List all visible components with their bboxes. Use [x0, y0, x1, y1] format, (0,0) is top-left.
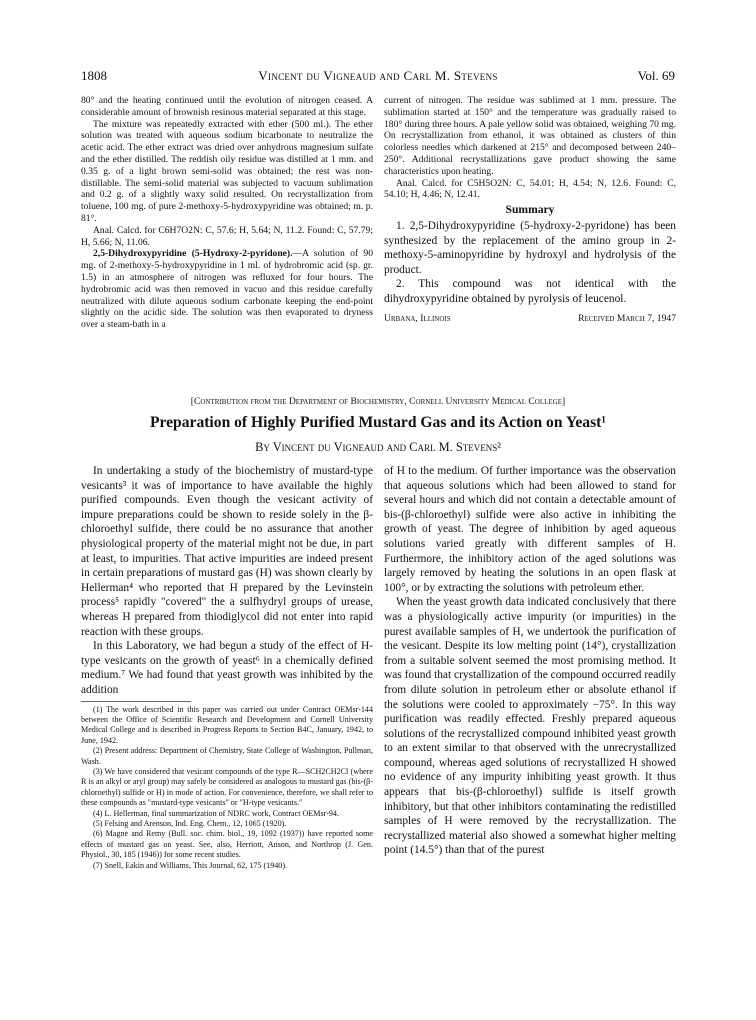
top-right-column [384, 95, 676, 324]
top-left-column [81, 95, 373, 331]
footnote: (2) Present address: Department of Chemistry, State College of Washington, Pullman, Wash. [81, 746, 373, 766]
footnote: (4) L. Hellerman, final summarization of NDRC work, Contract OEMsr-94. [93, 808, 339, 818]
footnote: (7) Snell, Eakin and Williams, This Journal, 62, 175 (1940). [93, 860, 288, 870]
paragraph: current of nitrogen. The residue was sublimed at 1 mm. pressure. The sublimation started at 150° and the temperature was gradually raised to 180° during three hours. A pale yellow solid was obtained, weighing 70 mg. On recrystallization from ethanol, it was obtained as clusters of thin colorless needles which darkened at 215° and decomposed between 240–250°. Additional recrystallizations gave product showing the same characteristics upon heating. [384, 95, 676, 177]
paragraph: In undertaking a study of the biochemistry of mustard-type vesicants³ it was of importance to have available the highly purified compounds. Even though the vesicant activity of impure preparations could be shown to reside solely in the β-chloroethyl sulfide, there could be no assurance that another physiological property of the material might not be due, in part at least, to impurities. That active impurities are indeed present in certain preparations of mustard gas (H) was shown clearly by Hellerman⁴ who reported that H prepared by the Levinstein process⁵ rapidly "covered" the a sulfhydryl groups of urease, whereas H prepared from thiodiglycol did not enter into rapid reaction with these groups. [81, 465, 373, 638]
received-date: Received March 7, 1947 [578, 312, 676, 324]
paragraph: 80° and the heating continued until the evolution of nitrogen ceased. A considerable amount of brownish resinous material separated at this stage. [81, 95, 373, 118]
volume-label: Vol. 69 [637, 68, 675, 83]
footnote: (6) Magne and Remy (Bull. soc. chim. biol., 19, 1092 (1937)) have reported some effects of mustard gas on yeast. See, also, Herriott, Anson, and Northrop (J. Gen. Physiol., 30, 185 (1946)) for some recent studies. [81, 829, 373, 860]
summary-item: 1. 2,5-Dihydroxypyridine (5-hydroxy-2-pyridone) has been synthesized by the replacement of the amino group in 2-methoxy-5-aminopyridine by hydroxyl and hydrolysis of the product. [384, 219, 676, 276]
contribution-line: [Contribution from the Department of Biochemistry, Cornell University Medical College] [190, 396, 566, 407]
footnote: (1) The work described in this paper was carried out under Contract OEMsr-144 between the Office of Scientific Research and Development and Cornell University Medical College and is described in Progress Reports to Section B4C, January, 1942, to June, 1942. [81, 704, 373, 745]
paragraph [81, 248, 373, 331]
section-subheading: 2,5-Dihydroxypyridine (5-Hydroxy-2-pyridone). [93, 248, 293, 260]
paragraph: In this Laboratory, we had begun a study of the effect of H-type vesicants on the growth of yeast⁶ in a chemically defined medium.⁷ We had found that yeast growth was inhibited by the addition [81, 640, 373, 696]
body-right-column [384, 464, 676, 858]
paragraph: The mixture was repeatedly extracted with ether (500 ml.). The ether solution was treated with aqueous sodium bicarbonate to neutralize the acetic acid. The ether extract was dried over anhydrous magnesium sulfate and the ether distilled. The reddish oily residue was distilled at 1 mm. and 0.35 g. of a light brown semi-solid was obtained; the rest was non-distillable. The semi-solid material was subjected to vacuum sublimation and 0.2 g. of a slightly waxy solid resulted. On recrystallization from toluene, 100 mg. of pure 2-methoxy-5-hydroxypyridine was obtained; m. p. 81°. [81, 118, 373, 224]
paragraph-text: —A solution of 90 mg. of 2-methoxy-5-hydroxypyridine in 1 ml. of hydrobromic acid (sp. gr. 1.5) in an atmosphere of nitrogen was refluxed for four hours. The hydrobromic acid was then removed in vacuo and this residue carefully neutralized with dilute aqueous sodium carbonate keeping the end-point slightly on the acidic side. The solution was then evaporated to dryness over a steam-bath in a [81, 248, 373, 331]
running-head [81, 68, 675, 84]
place-label: Urbana, Illinois [384, 312, 451, 324]
summary-item: 2. This compound was not identical with the dihydroxypyridine obtained by pyrolysis of leucenol. [384, 278, 676, 305]
paragraph: of H to the medium. Of further importance was the observation that aqueous solutions which had been allowed to stand for several hours and which did not contain a detectable amount of bis-(β-chloroethyl) sulfide were also active in inhibiting the growth of yeast. The degree of inhibition by aged aqueous solutions varied greatly with different samples of H. Furthermore, the inhibitory action of the aged solutions was largely removed by heating the solutions in an open flask at 100°, or by extracting the solutions with petroleum ether. [384, 465, 676, 594]
article-title: Preparation of Highly Purified Mustard Gas and its Action on Yeast¹ [149, 414, 607, 431]
paragraph: When the yeast growth data indicated conclusively that there was a physiologically active impurity (or impurities) in the purest available samples of H, we undertook the purification of the vesicant. Despite its low melting point (14°), crystallization from a suitable solvent seemed the most promising method. It was found that crystallization of the compound occurred readily from dilute solution in petroleum ether or absolute ethanol if the solutions were cooled to approximately −75°. In this way purification was readily effected. Freshly prepared aqueous solutions of the recrystallized compound inhibited yeast growth to an extent similar to that observed with the unrecrystallized compound, whereas aged solutions of recrystallized H showed no evidence of any impurity inhibiting yeast growth. It thus appears that bis-(β-chloroethyl) sulfide is itself growth inhibitory, but that other inhibitors contaminating the redistilled samples of H were removed by the recrystallization. The recrystallized material also showed a somewhat higher melting point (14.5°) than that of the purest [384, 596, 676, 857]
analysis-paragraph: Anal. Calcd. for C6H7O2N: C, 57.6; H, 5.64; N, 11.2. Found: C, 57.79; H, 5.66; N, 11.06. [81, 224, 373, 248]
running-title: Vincent du Vigneaud and Carl M. Stevens [258, 68, 498, 83]
body-left-column [81, 464, 373, 871]
footnote-divider [81, 701, 191, 702]
summary-heading: Summary [505, 203, 555, 217]
signature-line [384, 313, 676, 325]
footnote: (3) We have considered that vesicant compounds of the type R—SCH2CH2Cl (where R is an alkyl or aryl group) may safely be considered as analogous to mustard gas (bis-(β-chloroethyl) sulfide or H) in mode of action. For convenience, therefore, we shall refer to these compounds as "mustard-type vesicants" or "H-type vesicants." [81, 766, 373, 808]
author-line: By Vincent du Vigneaud and Carl M. Stevens² [255, 440, 501, 454]
page-number: 1808 [81, 68, 107, 83]
footnote: (5) Felsing and Arenson, Ind. Eng. Chem., 12, 1065 (1920). [93, 818, 287, 828]
footnotes [81, 705, 373, 872]
analysis-paragraph: Anal. Calcd. for C5H5O2N: C, 54.01; H, 4.54; N, 12.6. Found: C, 54.10; H, 4.46; N, 12.41. [384, 177, 676, 201]
